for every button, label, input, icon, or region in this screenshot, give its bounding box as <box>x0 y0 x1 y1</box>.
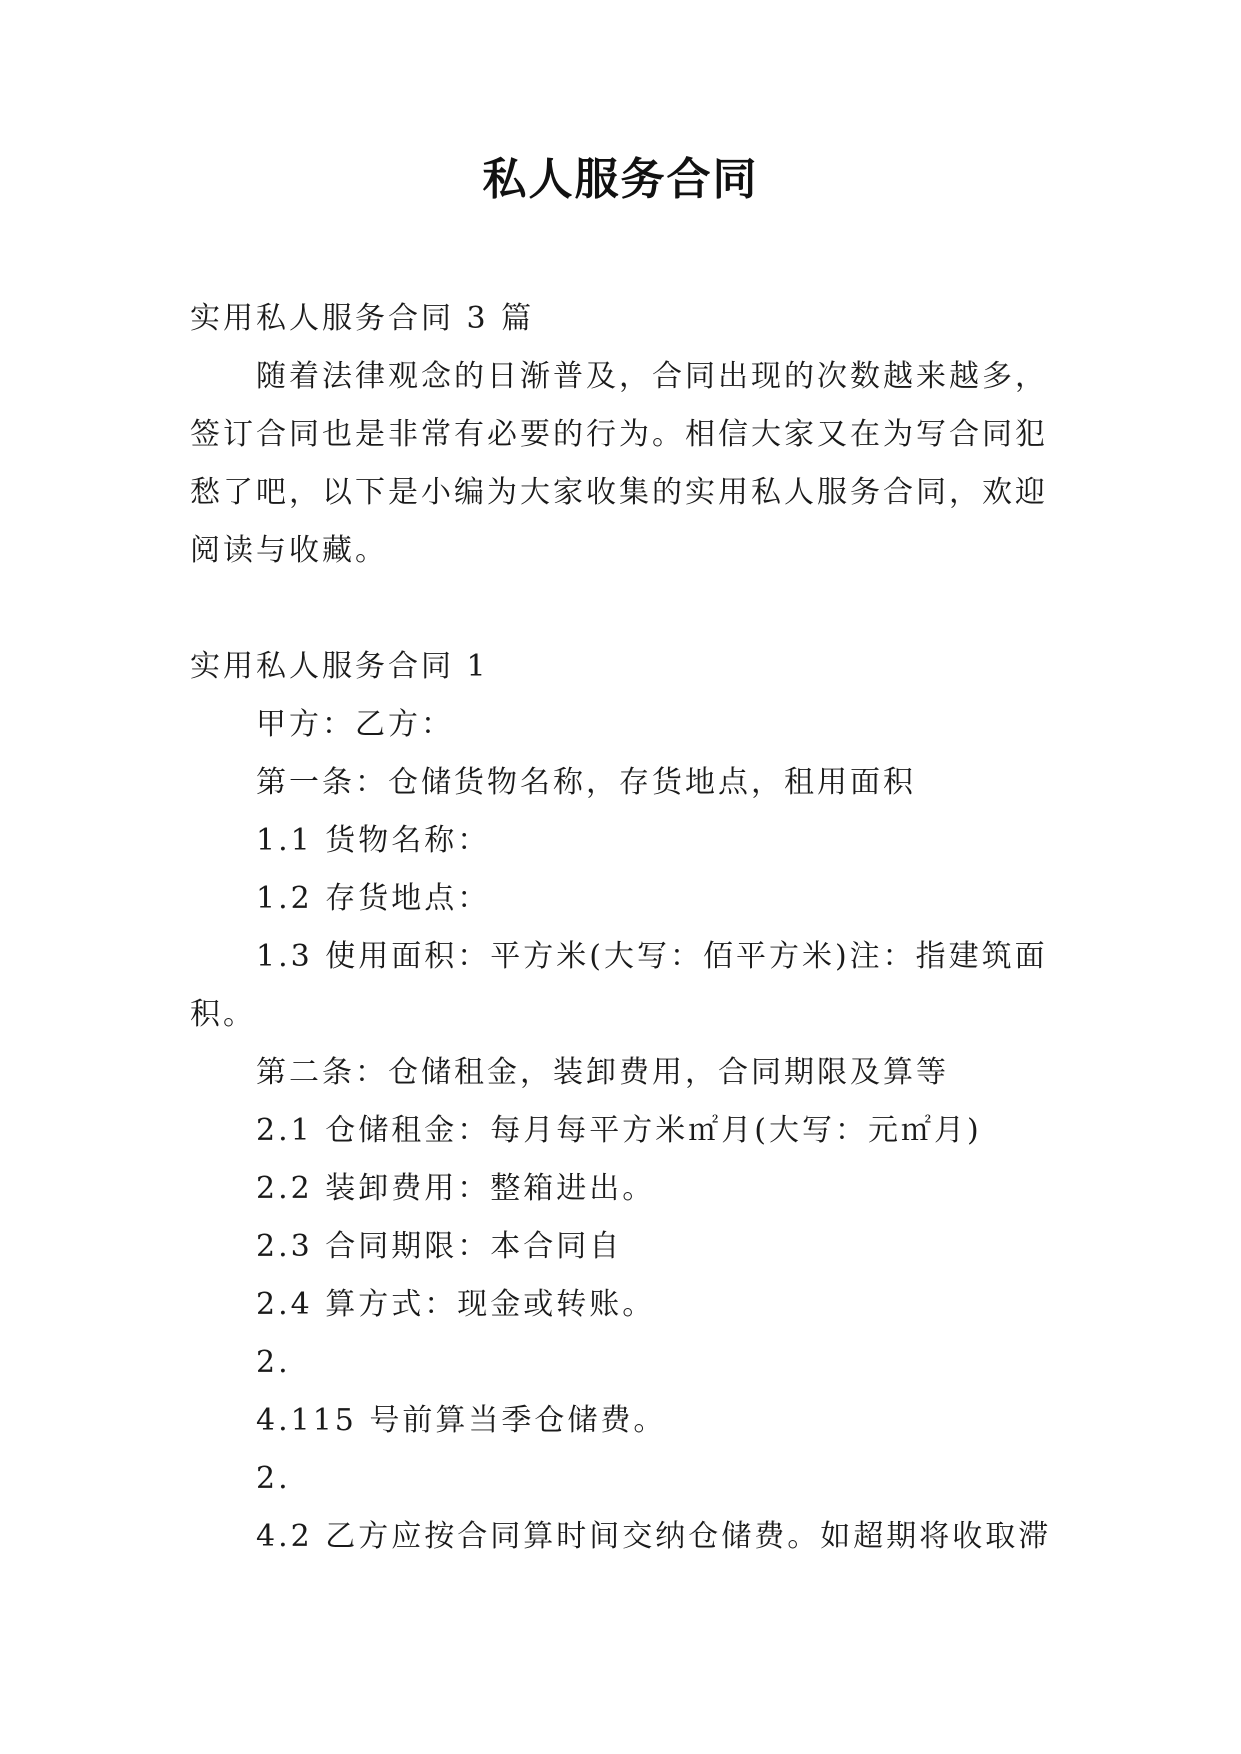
contract-line-4-1: 4.115 号前算当季仓储费。 <box>256 1403 667 1438</box>
contract-line-1-2: 1.2 存货地点： <box>256 881 491 916</box>
contract-line-parties: 甲方：乙方： <box>256 707 454 742</box>
contract-line-2-a: 2. <box>256 1345 291 1380</box>
contract-line-2-3: 2.3 合同期限：本合同自 <box>256 1229 623 1264</box>
paragraph-spacer <box>190 580 1070 638</box>
document-title: 私人服务合同 <box>482 154 759 205</box>
document-subtitle: 实用私人服务合同 3 篇 <box>190 301 535 336</box>
contract-line-article-1: 第一条：仓储货物名称，存货地点，租用面积 <box>256 765 916 800</box>
contract-line-article-2: 第二条：仓储租金，装卸费用，合同期限及算等 <box>256 1055 949 1090</box>
contract-line-2-2: 2.2 装卸费用：整箱进出。 <box>256 1171 656 1206</box>
document-body <box>190 290 1070 1566</box>
contract-line-2-4: 2.4 算方式：现金或转账。 <box>256 1287 656 1322</box>
contract-line-4-2: 4.2 乙方应按合同算时间交纳仓储费。如超期将收取滞 <box>256 1519 1052 1554</box>
contract-line-2-b: 2. <box>256 1461 291 1496</box>
intro-paragraph: 随着法律观念的日渐普及，合同出现的次数越来越多，签订合同也是非常有必要的行为。相信大家又在为写合同犯愁了吧，以下是小编为大家收集的实用私人服务合同，欢迎阅读与收藏。 <box>190 359 1048 568</box>
contract-line-1-1: 1.1 货物名称： <box>256 823 491 858</box>
section-heading: 实用私人服务合同 1 <box>190 649 489 684</box>
contract-line-2-1: 2.1 仓储租金：每月每平方米㎡月(大写：元㎡月) <box>256 1113 982 1148</box>
contract-line-1-3: 1.3 使用面积：平方米(大写：佰平方米)注：指建筑面积。 <box>190 939 1048 1032</box>
